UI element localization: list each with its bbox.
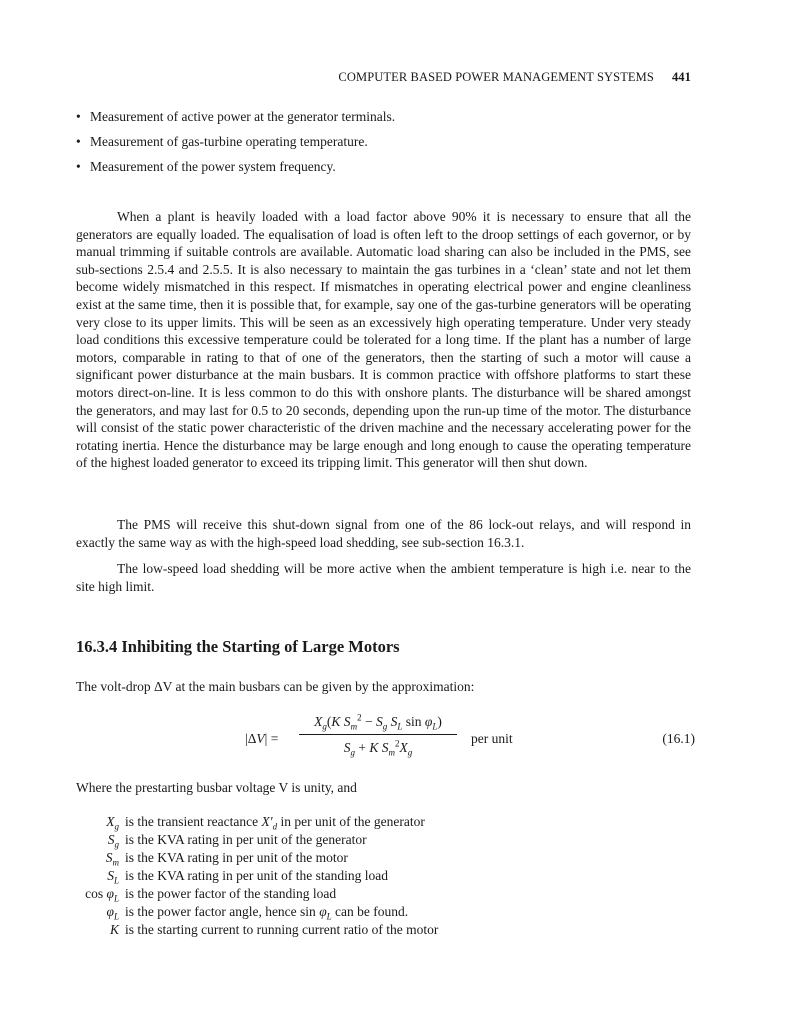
definition-row: K is the starting current to running current ratio of the motor: [76, 921, 438, 939]
symbol: K: [109, 922, 119, 937]
bullet-list: [76, 108, 696, 183]
section-heading: 16.3.4 Inhibiting the Starting of Large Motors: [76, 637, 400, 656]
bullet-icon: •: [76, 109, 81, 124]
body-paragraph: The PMS will receive this shut-down signal from one of the 86 lock-out relays, and will respond in exactly the same way as with the high-speed load shedding, see sub-section 16.3.1.: [76, 517, 691, 550]
list-item: • Measurement of the power system frequency.: [76, 159, 336, 174]
where-statement: [76, 780, 357, 796]
equation-lhs: |ΔV| =: [245, 731, 279, 746]
body-paragraph: When a plant is heavily loaded with a load factor above 90% it is necessary to ensure that all the generators are equally loaded. The equalisation of load is often left to the droop settings of each governor, or by manual trimming if suitable controls are available. Automatic load sharing can also be included in the PMS, see sub-sections 2.5.4 and 2.5.5. It is also necessary to maintain the gas turbines in a ‘clean’ state and not let them become widely mismatched in this respect. If mismatches in operating electrical power and engine cleanliness exist at the same time, then it is possible that, for example, say one of the gas-turbine generators will be operating very close to its upper limits. This will be seen as an excessively high operating temperature. Under very steady load conditions this excessive temperature could be tolerated for a long time. If the plant has a number of large motors, comparable in rating to that of one of the generators, then the starting of such a motor will cause a significant power disturbance at the main busbars. It is common practice with offshore platforms to start these motors direct-on-line. It is less common to do this with onshore plants. The disturbance will be shared amongst the generators, and may last for 0.5 to 20 seconds, depending upon the run-up time of the motor. The disturbance will consist of the static power characteristic of the driven machine and the necessary accelerating power for the rotating inertia. Hence the disturbance may be large enough and long enough to cause the operating temperature of the highest loaded generator to exceed its tripping limit. This generator will then shut down.: [76, 209, 691, 471]
running-title: COMPUTER BASED POWER MANAGEMENT SYSTEMS: [338, 70, 654, 84]
running-header: [338, 70, 691, 85]
equation-denominator: $S_g + K$ $S_m^2X_g$: [343, 738, 413, 758]
symbol: $X_g$: [106, 814, 119, 832]
definition-row: $S_g$ is the KVA rating in per unit of the generator: [76, 831, 438, 849]
definition-row: $S_L$ is the KVA rating in per unit of the standing load: [76, 867, 438, 885]
symbol-definitions: [76, 813, 438, 939]
body-paragraph: The low-speed load shedding will be more active when the ambient temperature is high i.e. near to the site high limit.: [76, 561, 691, 594]
symbol-inline: $\varphi_L$: [319, 904, 332, 922]
symbol: $\cos \varphi_L$: [85, 886, 119, 904]
bullet-icon: •: [76, 134, 81, 149]
list-item: • Measurement of gas-turbine operating temperature.: [76, 134, 368, 149]
equation-number: (16.1): [662, 731, 695, 746]
equation-16-1: [245, 712, 695, 768]
symbol: $S_L$: [107, 868, 119, 886]
equation-unit: per unit: [471, 731, 513, 746]
list-item: • Measurement of active power at the generator terminals.: [76, 109, 396, 124]
equation-fraction: [299, 712, 457, 758]
symbol: $S_g$: [107, 832, 119, 850]
page-number: 441: [671, 70, 691, 84]
equation-numerator: $X_g(K$ $S_m^2 - S_g$ $S_L$ $\sin \varphi_L$): [314, 712, 442, 732]
symbol-inline: $X'_d$: [261, 814, 278, 832]
definition-row: $\varphi_L$ is the power factor angle, hence $\sin \varphi_L$ can be found.: [76, 903, 438, 921]
symbol: $\varphi_L$: [106, 904, 119, 922]
fraction-bar: [299, 734, 457, 735]
definition-row: $X_g$ is the transient reactance $X'_d$ in per unit of the generator: [76, 813, 438, 831]
section-intro: The volt-drop ΔV at the main busbars can be given by the approximation:: [76, 679, 475, 694]
where-text: Where the prestarting busbar voltage V is unity, and: [76, 780, 357, 795]
symbol: $S_m$: [105, 850, 119, 868]
definition-row: $\cos \varphi_L$ is the power factor of the standing load: [76, 885, 438, 903]
definition-row: $S_m$ is the KVA rating in per unit of the motor: [76, 849, 438, 867]
bullet-icon: •: [76, 159, 81, 174]
